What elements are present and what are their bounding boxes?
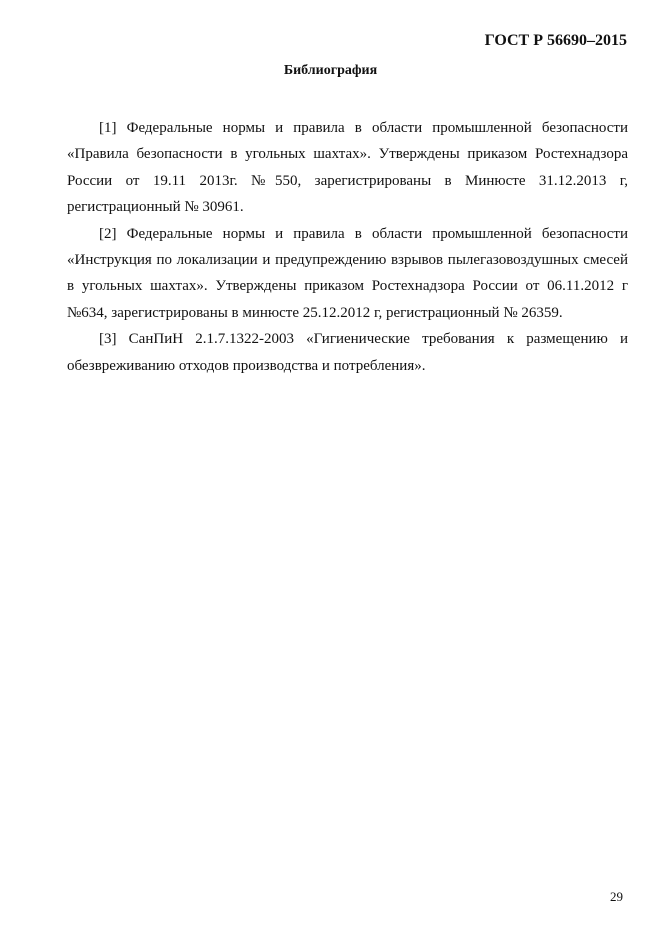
bibliography-list xyxy=(67,115,628,379)
bibliography-entry xyxy=(67,221,628,327)
bibliography-entry-text: [3] СанПиН 2.1.7.1322-2003 «Гигиенические требования к размещению и обезвреживанию отходов производства и потребления». xyxy=(67,331,628,374)
bibliography-entry xyxy=(67,115,628,221)
page-number: 29 xyxy=(610,889,623,904)
document-code: ГОСТ Р 56690–2015 xyxy=(484,32,627,49)
bibliography-entry-text: [1] Федеральные нормы и правила в области промышленной безопасности «Правила безопасности в угольных шахтах». Утверждены приказом Ростехнадзора России от 19.11 2013г. №550, зарегистрированы в Минюсте 31.12.2013 г, регистрационный № 30961. xyxy=(67,120,628,216)
bibliography-entry-text: [2] Федеральные нормы и правила в области промышленной безопасности «Инструкция по локализации и предупреждению взрывов пылегазовоздушных смесей в угольных шахтах». Утверждены приказом Ростехнадзора России от 06.11.2012 г №634, зарегистрированы в минюсте 25.12.2012 г, регистрационный № 26359. xyxy=(67,225,628,321)
bibliography-entry xyxy=(67,326,628,379)
bibliography-title: Библиография xyxy=(283,63,378,78)
